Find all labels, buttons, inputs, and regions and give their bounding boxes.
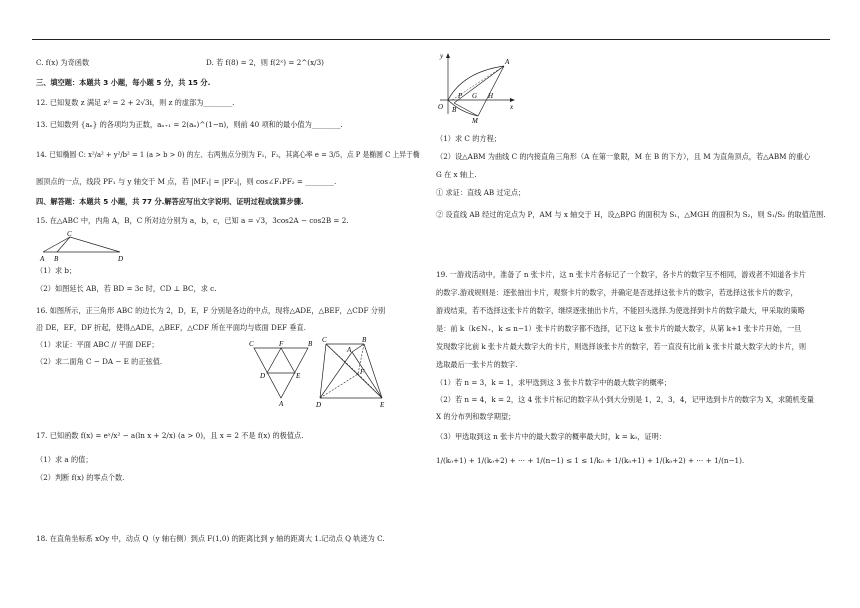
- label-c: C: [249, 340, 254, 348]
- section-4-heading: 四、解答题：本题共 5 小题，共 77 分.解答应写出文字说明、证明过程或演算步骤.: [36, 197, 304, 206]
- question-12: 12. 已知复数 z 满足 z² = 2 + 2√3i，则 z 的虚部为________.: [36, 98, 235, 107]
- question-19-part1: （1）若 n = 3，k = 1，求甲选到这 3 张卡片数字中的最大数字的概率；: [436, 378, 672, 387]
- option-c: C. f(x) 为奇函数: [36, 58, 90, 67]
- question-18-part2-item1: ① 求证：直线 AB 过定点；: [436, 188, 526, 197]
- question-15-part1: （1）求 b；: [36, 266, 77, 275]
- label-c: C: [322, 336, 327, 344]
- question-16-line1: 16. 如图所示，正三角形 ABC 的边长为 2，D，E，F 分别是各边的中点，现将△ADE，△BEF，△CDF 分别: [36, 306, 386, 315]
- question-19-line3: 游戏结束，若不选择这张卡片的数字，继续逐张抽出卡片，不能回头选择.为使选择到卡片的数字最大，甲采取的策略: [436, 306, 805, 315]
- question-18-part2-line2: G 在 x 轴上.: [436, 170, 477, 179]
- question-17-part1: （1）求 a 的值；: [36, 455, 93, 464]
- label-a: A: [40, 255, 45, 263]
- label-h: H: [488, 92, 494, 100]
- question-19-line5: 发现数字比前 k 张卡片最大数字大的卡片，则选择该张卡片的数字，若一直没有比前 k 张卡片最大数字大的卡片，则: [436, 342, 807, 351]
- label-e: E: [296, 372, 301, 380]
- label-f: F: [360, 368, 365, 376]
- label-d: D: [118, 255, 124, 263]
- label-p: P: [458, 92, 463, 100]
- label-y: y: [440, 52, 444, 60]
- label-b: B: [362, 336, 367, 344]
- label-a: A: [279, 400, 284, 408]
- question-16-line2: 沿 DE，EF，DF 折起，使得△ADE，△BEF，△CDF 所在平面均与底面 DEF 垂直.: [36, 323, 306, 332]
- question-13: 13. 已知数列 {aₙ} 的各项均为正数，aₙ₊₁ = 2(aₙ)^(1−n)，则前 40 项和的最小值为________.: [36, 120, 343, 129]
- label-d: D: [316, 401, 322, 409]
- question-17: 17. 已知函数 f(x) = eˣ/x² − a(ln x + 2/x) (a > 0)，且 x = 2 不是 f(x) 的极值点.: [36, 431, 304, 440]
- label-a: A: [505, 58, 510, 66]
- label-d: D: [260, 372, 266, 380]
- label-f: F: [279, 340, 284, 348]
- question-19-line1: 19. 一游戏活动中，准备了 n 张卡片，这 n 张卡片各标记了一个数字，各卡片的数字互不相同，游戏者不知道各卡片: [436, 270, 806, 279]
- question-14-line2: 圆顶点的一点，线段 PF₁ 与 y 轴交于 M 点，若 |MF₁| = |PF₂|，则 cos∠F₁PF₂ = ________.: [36, 177, 337, 186]
- question-18-part2-line1: （2）设△ABM 为曲线 C 的内接直角三角形（A 在第一象限，M 在 B 的下方），且 M 为直角顶点，若△ABM 的重心: [436, 152, 811, 161]
- label-e: E: [380, 401, 385, 409]
- section-3-heading: 三、填空题：本题共 3 小题，每小题 5 分，共 15 分.: [36, 78, 211, 87]
- label-b: B: [308, 340, 313, 348]
- label-c: C: [67, 230, 72, 238]
- folding-3d-figure-16: [314, 338, 394, 410]
- label-g: G: [472, 92, 478, 100]
- question-18-part2-item2: ② 设直线 AB 经过的定点为 P，AM 与 x 轴交于 H，设△BPG 的面积为 S₁，△MGH 的面积为 S₂，则 S₁/S₂ 的取值范围.: [436, 210, 826, 219]
- label-b: B: [452, 106, 457, 114]
- question-15-part2: （2）如图延长 AB，若 BD = 3c 时，CD ⊥ BC，求 c.: [36, 284, 217, 293]
- triangle-figure-15: [40, 230, 130, 264]
- label-b: B: [54, 255, 59, 263]
- folding-flat-figure-16: [248, 338, 318, 408]
- parabola-figure-18: [438, 52, 518, 125]
- top-rule: [32, 39, 830, 40]
- question-14-line1: 14. 已知椭圆 C: x²/a² + y²/b² = 1 (a > b > 0) 的左、右两焦点分别为 F₁，F₂，其离心率 e = 3/5，点 P 是椭圆 C 上异于椭: [36, 150, 420, 159]
- question-18-part1: （1）求 C 的方程；: [436, 134, 501, 143]
- question-19-part2-line1: （2）若 n = 4，k = 2，这 4 张卡片标记的数字从小到大分别是 1，2，3，4，记甲选到卡片的数字为 X，求随机变量: [436, 395, 814, 404]
- question-15: 15. 在△ABC 中，内角 A，B，C 所对边分别为 a，b，c，已知 a = √3，3cos2A − cos2B = 2.: [36, 216, 349, 225]
- question-16-part2: （2）求二面角 C − DA − E 的正弦值.: [36, 357, 163, 366]
- question-16-part1: （1）求证：平面 ABC // 平面 DEF；: [36, 340, 159, 349]
- question-19-inequality: 1/(k₀+1) + 1/(k₀+2) + ⋯ + 1/(n−1) ≤ 1 ≤ 1/k₀ + 1/(k₀+1) + 1/(k₀+2) + ⋯ + 1/(n−1).: [436, 456, 745, 465]
- question-18: 18. 在直角坐标系 xOy 中，动点 Q（y 轴右侧）到点 F(1,0) 的距离比到 y 轴的距离大 1.记动点 Q 轨迹为 C.: [36, 534, 385, 543]
- label-o: O: [438, 103, 444, 111]
- label-a: A: [347, 346, 352, 354]
- question-19-part3: （3）甲选取到这 n 张卡片中的最大数字的概率最大时，k = k₀，证明：: [436, 432, 667, 441]
- question-17-part2: （2）判断 f(x) 的零点个数.: [36, 473, 125, 482]
- question-19-line2: 的数字.游戏规则是：逐张抽出卡片，观察卡片的数字，并确定是否选择这张卡片的数字，若选择这张卡片的数字，: [436, 288, 798, 297]
- label-x: x: [510, 103, 514, 111]
- option-d: D. 若 f(8) = 2，则 f(2ˣ) = 2^(x/3): [206, 58, 324, 67]
- question-19-line4: 是：前 k（k∈N₊，k ≤ n−1）张卡片的数字都不选择，记下这 k 张卡片的最大数字，从第 k+1 张卡片开始，一旦: [436, 324, 802, 333]
- question-19-line6: 选取最后一张卡片的数字.: [436, 360, 518, 369]
- question-19-part2-line2: X 的分布列和数学期望；: [436, 412, 516, 421]
- label-m: M: [472, 117, 478, 125]
